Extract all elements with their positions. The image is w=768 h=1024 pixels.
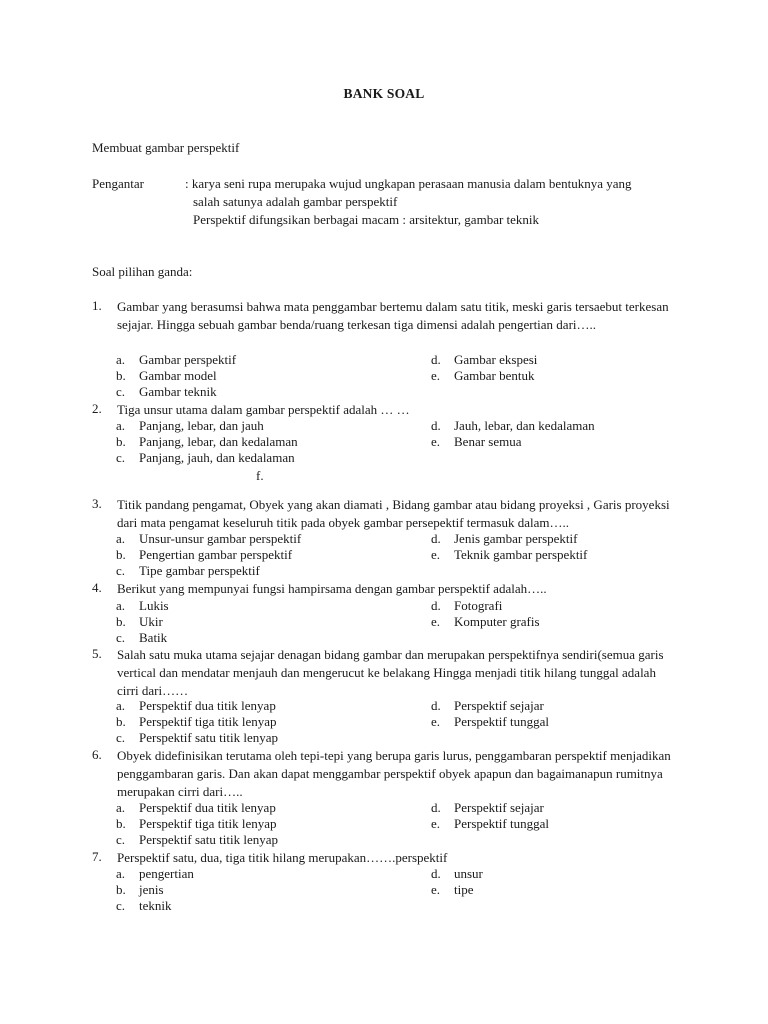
question-number: 5. — [92, 646, 102, 661]
option-text: Gambar model — [139, 368, 217, 383]
option-text: Perspektif dua titik lenyap — [139, 698, 276, 713]
option-letter: e. — [431, 614, 441, 629]
question-number: 2. — [92, 401, 102, 416]
option-text: jenis — [139, 882, 164, 897]
question-text: Titik pandang pengamat, Obyek yang akan diamati , Bidang gambar atau bidang proyeksi , Garis proyeksi dari mata pengamat keseluruh titik pada obyek gambar persepektif termasuk dalam….. — [117, 497, 670, 530]
question-text: Berikut yang mempunyai fungsi hampirsama dengan gambar perspektif adalah….. — [117, 581, 547, 596]
option-letter: c. — [116, 384, 126, 399]
option-letter: a. — [116, 598, 126, 613]
option-text: Jauh, lebar, dan kedalaman — [454, 418, 595, 433]
option-text: tipe — [454, 882, 474, 897]
option-letter: c. — [116, 898, 126, 913]
option-letter: b. — [116, 816, 126, 831]
option-letter: d. — [431, 698, 441, 713]
option-text: Perspektif tiga titik lenyap — [139, 714, 277, 729]
option-letter: d. — [431, 866, 441, 881]
option-letter: b. — [116, 547, 126, 562]
option-text: Perspektif tiga titik lenyap — [139, 816, 277, 831]
option-text: Unsur-unsur gambar perspektif — [139, 531, 302, 546]
option-text: Gambar perspektif — [139, 352, 237, 367]
option-letter: e. — [431, 368, 441, 383]
question-text: Perspektif satu, dua, tiga titik hilang merupakan…….perspektif — [117, 850, 448, 865]
option-letter: e. — [431, 882, 441, 897]
question-text: Salah satu muka utama sejajar denagan bidang gambar dan merupakan perspektifnya sendiri(semua garis vertical dan mendatar menjauh dan mengerucut ke belakang Hingga menjadi titik hilang tunggal adalah cirri dari…… — [117, 647, 664, 698]
option-text: Perspektif sejajar — [454, 800, 544, 815]
question-text: Obyek didefinisikan terutama oleh tepi-tepi yang berupa garis lurus, penggambaran perspektif menjadikan penggambaran garis. Dan akan dapat menggambar perspektif obyek apapun dan bagaimanapun rumitnya merupakan cirri dari….. — [117, 748, 671, 799]
option-text: Pengertian gambar perspektif — [139, 547, 293, 562]
option-letter: e. — [431, 714, 441, 729]
option-text: pengertian — [139, 866, 194, 881]
question-number: 4. — [92, 580, 102, 595]
option-letter: e. — [431, 434, 441, 449]
option-letter: c. — [116, 450, 126, 465]
question-text: Tiga unsur utama dalam gambar perspektif adalah … … — [117, 402, 410, 417]
option-letter: c. — [116, 563, 126, 578]
option-letter: b. — [116, 714, 126, 729]
option-text: Perspektif dua titik lenyap — [139, 800, 276, 815]
option-letter: e. — [431, 547, 441, 562]
option-text: Perspektif satu titik lenyap — [139, 730, 279, 745]
option-letter: a. — [116, 800, 126, 815]
option-text: Fotografi — [454, 598, 503, 613]
intro-line-1: : karya seni rupa merupaka wujud ungkapan perasaan manusia dalam bentuknya yang — [185, 176, 632, 191]
option-letter: d. — [431, 531, 441, 546]
stray-option-letter: f. — [256, 468, 264, 483]
option-text: Teknik gambar perspektif — [454, 547, 588, 562]
option-text: Perspektif tunggal — [454, 816, 549, 831]
option-text: Benar semua — [454, 434, 522, 449]
option-text: Jenis gambar perspektif — [454, 531, 578, 546]
option-letter: a. — [116, 352, 126, 367]
section-heading: Soal pilihan ganda: — [92, 264, 193, 279]
option-text: Gambar ekspesi — [454, 352, 538, 367]
option-letter: d. — [431, 800, 441, 815]
subject-heading: Membuat gambar perspektif — [92, 140, 240, 155]
option-letter: d. — [431, 418, 441, 433]
option-text: Perspektif tunggal — [454, 714, 549, 729]
option-text: Gambar bentuk — [454, 368, 535, 383]
option-letter: c. — [116, 730, 126, 745]
option-letter: b. — [116, 614, 126, 629]
option-text: Ukir — [139, 614, 163, 629]
option-text: Panjang, lebar, dan kedalaman — [139, 434, 298, 449]
option-letter: b. — [116, 368, 126, 383]
option-text: Panjang, lebar, dan jauh — [139, 418, 264, 433]
option-letter: d. — [431, 598, 441, 613]
option-text: Perspektif sejajar — [454, 698, 544, 713]
intro-line-2: salah satunya adalah gambar perspektif — [193, 194, 398, 209]
question-number: 1. — [92, 298, 102, 313]
question-number: 7. — [92, 849, 102, 864]
option-text: Gambar teknik — [139, 384, 217, 399]
option-text: Lukis — [139, 598, 169, 613]
option-text: Panjang, jauh, dan kedalaman — [139, 450, 295, 465]
option-letter: b. — [116, 882, 126, 897]
option-text: Batik — [139, 630, 168, 645]
option-letter: e. — [431, 816, 441, 831]
intro-line-3: Perspektif difungsikan berbagai macam : arsitektur, gambar teknik — [193, 212, 540, 227]
option-letter: c. — [116, 630, 126, 645]
option-text: teknik — [139, 898, 172, 913]
question-text: Gambar yang berasumsi bahwa mata penggambar bertemu dalam satu titik, meski garis tersaebut terkesan sejajar. Hingga sebuah gambar benda/ruang terkesan tiga dimensi adalah pengertian dari….. — [117, 299, 669, 332]
option-letter: d. — [431, 352, 441, 367]
option-letter: c. — [116, 832, 126, 847]
question-number: 3. — [92, 496, 102, 511]
intro-label: Pengantar — [92, 176, 144, 191]
page-title: BANK SOAL — [343, 86, 425, 101]
option-text: Tipe gambar perspektif — [139, 563, 260, 578]
option-text: Perspektif satu titik lenyap — [139, 832, 279, 847]
option-letter: a. — [116, 866, 126, 881]
option-letter: a. — [116, 418, 126, 433]
option-letter: a. — [116, 531, 126, 546]
question-number: 6. — [92, 747, 102, 762]
option-letter: a. — [116, 698, 126, 713]
option-text: unsur — [454, 866, 483, 881]
option-text: Komputer grafis — [454, 614, 540, 629]
option-letter: b. — [116, 434, 126, 449]
